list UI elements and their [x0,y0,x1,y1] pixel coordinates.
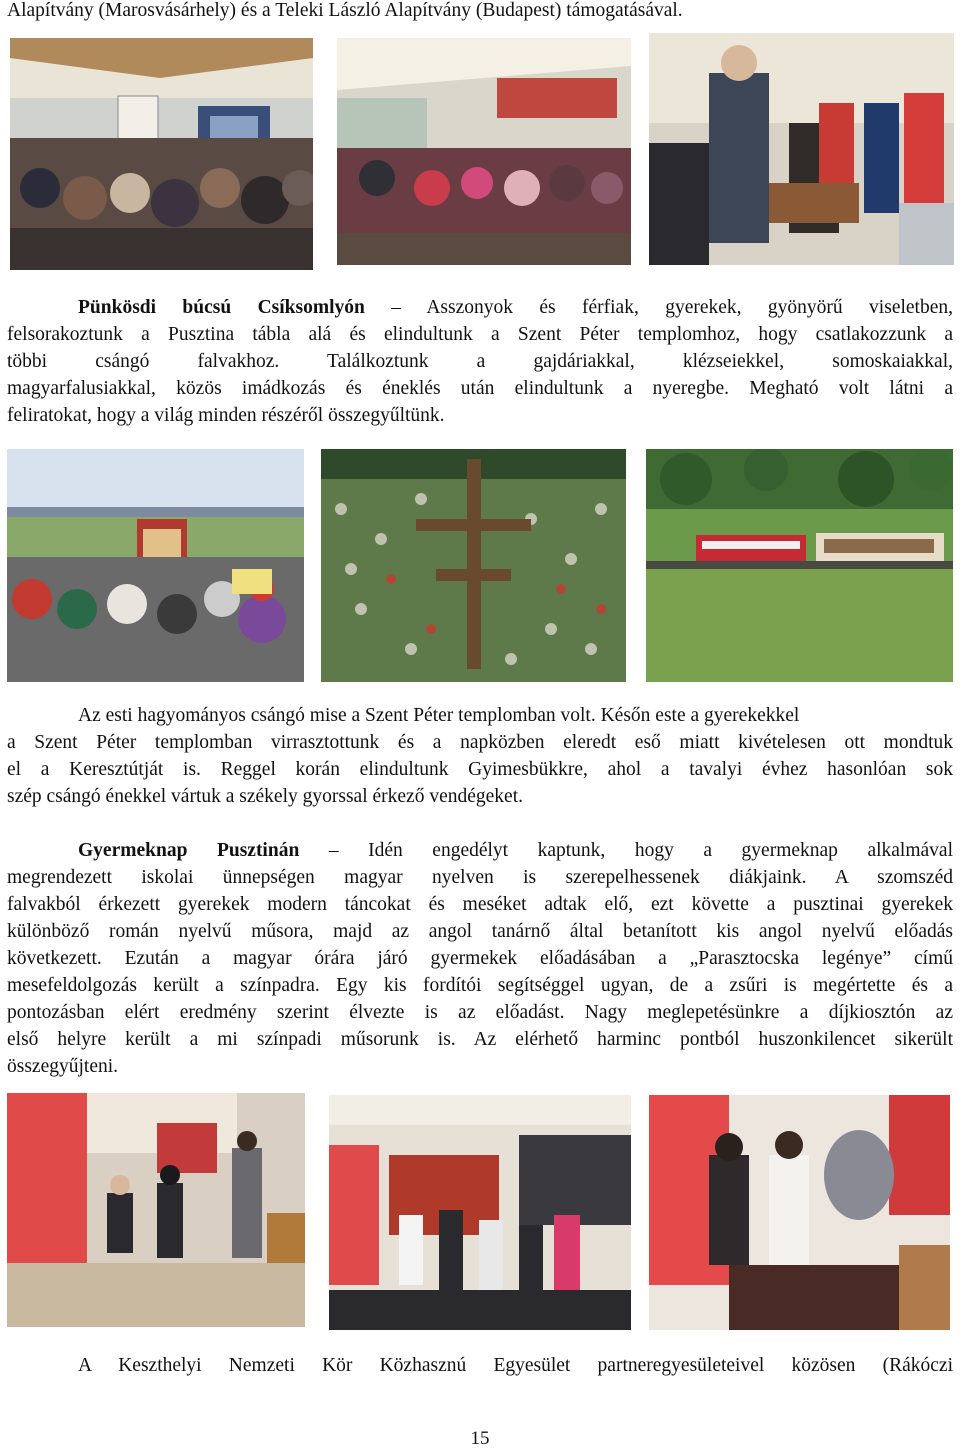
photo-stage-performance-2 [329,1095,631,1330]
closing-text: A Keszthelyi Nemzeti Kör Közhasznú Egyesület partneregyesületeivel közösen (Rákóczi [78,1355,953,1376]
childrens-day-line-4: különböző román nyelvű műsora, majd az angol tanárnő által betanított kis angol nyelvű előadás [7,921,953,942]
childrens-day-line-7: pontozásban elért eredmény szerint élvezte is az előadást. Nagy meglepetésünkre a díjkiosztón az [7,1002,953,1023]
childrens-day-line-3: falvakból érkezett gyerekek modern táncokat és meséket adtak elő, ezt követte a pusztinai gyerekek [7,894,953,915]
page-number: 15 [470,1428,490,1449]
photo-classroom-presentation [10,38,313,270]
childrens-day-line-8: első helyre került a mi színpadi műsorunk is. Az elérhető harminc pontból huszonkilencet sikerült [7,1029,953,1050]
pentecost-line-4: magyarfalusiakkal, közös imádkozás és éneklés után elindultunk a nyeregbe. Megható volt látni a [7,378,953,399]
pentecost-line-2: felsorakoztunk a Pusztina tábla alá és elindultunk a Szent Péter templomhoz, hogy csatlakozzunk a [7,324,953,345]
pentecost-heading: Pünkösdi búcsú Csíksomlyón [78,297,365,318]
mass-line-3: el a Keresztútját is. Reggel korán elindultunk Gyimesbükkre, ahol a tavalyi évhez hasonlóan sok [7,759,953,780]
pentecost-first-line [78,294,953,321]
photo-stage-performance-1 [7,1093,305,1327]
childrens-day-dash: – [328,840,339,861]
pentecost-dash: – [391,297,402,318]
pentecost-line-3: többi csángó falvakhoz. Találkoztunk a gajdáriakkal, klézseiekkel, somoskaiakkal, [7,351,953,372]
mass-line-1: Az esti hagyományos csángó mise a Szent Péter templomban volt. Későn este a gyerekekkel [78,705,800,726]
childrens-day-first-line [78,837,953,864]
intro-text: Alapítvány (Marosvásárhely) és a Teleki László Alapítvány (Budapest) támogatásával. [7,0,683,21]
pentecost-line-1: Asszonyok és férfiak, gyerekek, gyönyörű viseletben, [426,297,953,318]
childrens-day-heading: Gyermeknap Pusztinán [78,840,300,861]
childrens-day-line-1: Idén engedélyt kaptunk, hogy a gyermeknap alkalmával [368,840,953,861]
photo-room-audience [337,38,631,265]
mass-line-4: szép csángó énekkel vártuk a székely gyorssal érkező vendégeket. [7,786,523,807]
childrens-day-line-5: következett. Ezután a magyar órára járó gyermekek előadásában a „Parasztocska legénye” című [7,948,953,969]
childrens-day-line-6: mesefeldolgozás került a színpadra. Egy kis fordítói segítséggel ugyan, de a zsűri is megértette és a [7,975,953,996]
pentecost-line-5: feliratokat, hogy a világ minden részéről összegyűltünk. [7,405,445,426]
photo-szekely-train [646,449,953,682]
photo-stage-performance-3 [649,1095,950,1330]
childrens-day-line-9: összegyűjteni. [7,1056,119,1077]
photo-boys-with-man [649,33,954,265]
photo-crowd-with-cross [321,449,626,682]
photo-pilgrim-procession [7,449,304,682]
mass-line-2: a Szent Péter templomban virrasztottunk és a napközben eleredt eső miatt kivételesen ott mondtuk [7,732,953,753]
childrens-day-line-2: megrendezett iskolai ünnepségen magyar nyelven is szerepelhessenek diákjaink. A szomszéd [7,867,953,888]
